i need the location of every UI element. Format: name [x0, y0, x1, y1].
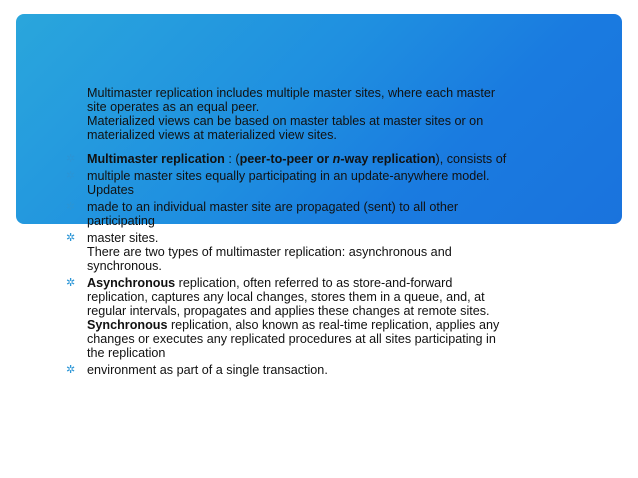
bullet-item	[66, 231, 562, 273]
bullet-line: made to an individual master site are propagated (sent) to all other	[87, 200, 459, 214]
bold-term: peer-to-peer or	[239, 152, 333, 166]
asterisk-bullet-icon: ✲	[66, 201, 76, 213]
bullet-item	[66, 152, 562, 166]
bullet-line	[87, 318, 562, 332]
bullet-line: participating	[87, 214, 155, 228]
intro-paragraph	[66, 86, 562, 142]
intro-line: Multimaster replication includes multiple master sites, where each master	[87, 86, 496, 100]
slide-content	[66, 86, 562, 380]
text-run: replication, also known as real-time replication, applies any	[167, 318, 500, 332]
bullet-item	[66, 276, 562, 360]
bullet-line: synchronous.	[87, 259, 162, 273]
bullet-list	[66, 152, 562, 377]
intro-line: materialized views at materialized view sites.	[87, 128, 337, 142]
bullet-line: Updates	[87, 183, 134, 197]
italic-term: n	[332, 152, 341, 166]
intro-line: site operates as an equal peer.	[87, 100, 260, 114]
bold-term: -way replication	[340, 152, 436, 166]
bullet-line: environment as part of a single transaction.	[87, 363, 328, 377]
bullet-item	[66, 363, 562, 377]
bullet-line: There are two types of multimaster replication: asynchronous and	[87, 245, 452, 259]
bold-term: Multimaster replication	[87, 152, 225, 166]
bullet-item	[66, 169, 562, 197]
bullet-line	[87, 152, 562, 166]
bullet-line: changes or executes any replicated procedures at all sites participating in	[87, 332, 496, 346]
bold-term: Asynchronous	[87, 276, 176, 290]
intro-line: Materialized views can be based on master tables at master sites or on	[87, 114, 484, 128]
bullet-line: regular intervals, propagates and applies these changes at remote sites.	[87, 304, 490, 318]
bullet-line: the replication	[87, 346, 166, 360]
text-run: ), consists of	[435, 152, 507, 166]
bullet-line	[87, 276, 562, 290]
asterisk-bullet-icon: ✲	[66, 170, 76, 182]
bullet-item	[66, 200, 562, 228]
bullet-line: multiple master sites equally participating in an update-anywhere model.	[87, 169, 490, 183]
bold-term: Synchronous	[87, 318, 168, 332]
text-run: replication, often referred to as store-and-forward	[175, 276, 453, 290]
asterisk-bullet-icon: ✲	[66, 153, 76, 165]
bullet-line: replication, captures any local changes, stores them in a queue, and, at	[87, 290, 485, 304]
bullet-line: master sites.	[87, 231, 159, 245]
text-run: : (	[224, 152, 240, 166]
asterisk-bullet-icon: ✲	[66, 277, 76, 289]
asterisk-bullet-icon: ✲	[66, 364, 76, 376]
asterisk-bullet-icon: ✲	[66, 232, 76, 244]
